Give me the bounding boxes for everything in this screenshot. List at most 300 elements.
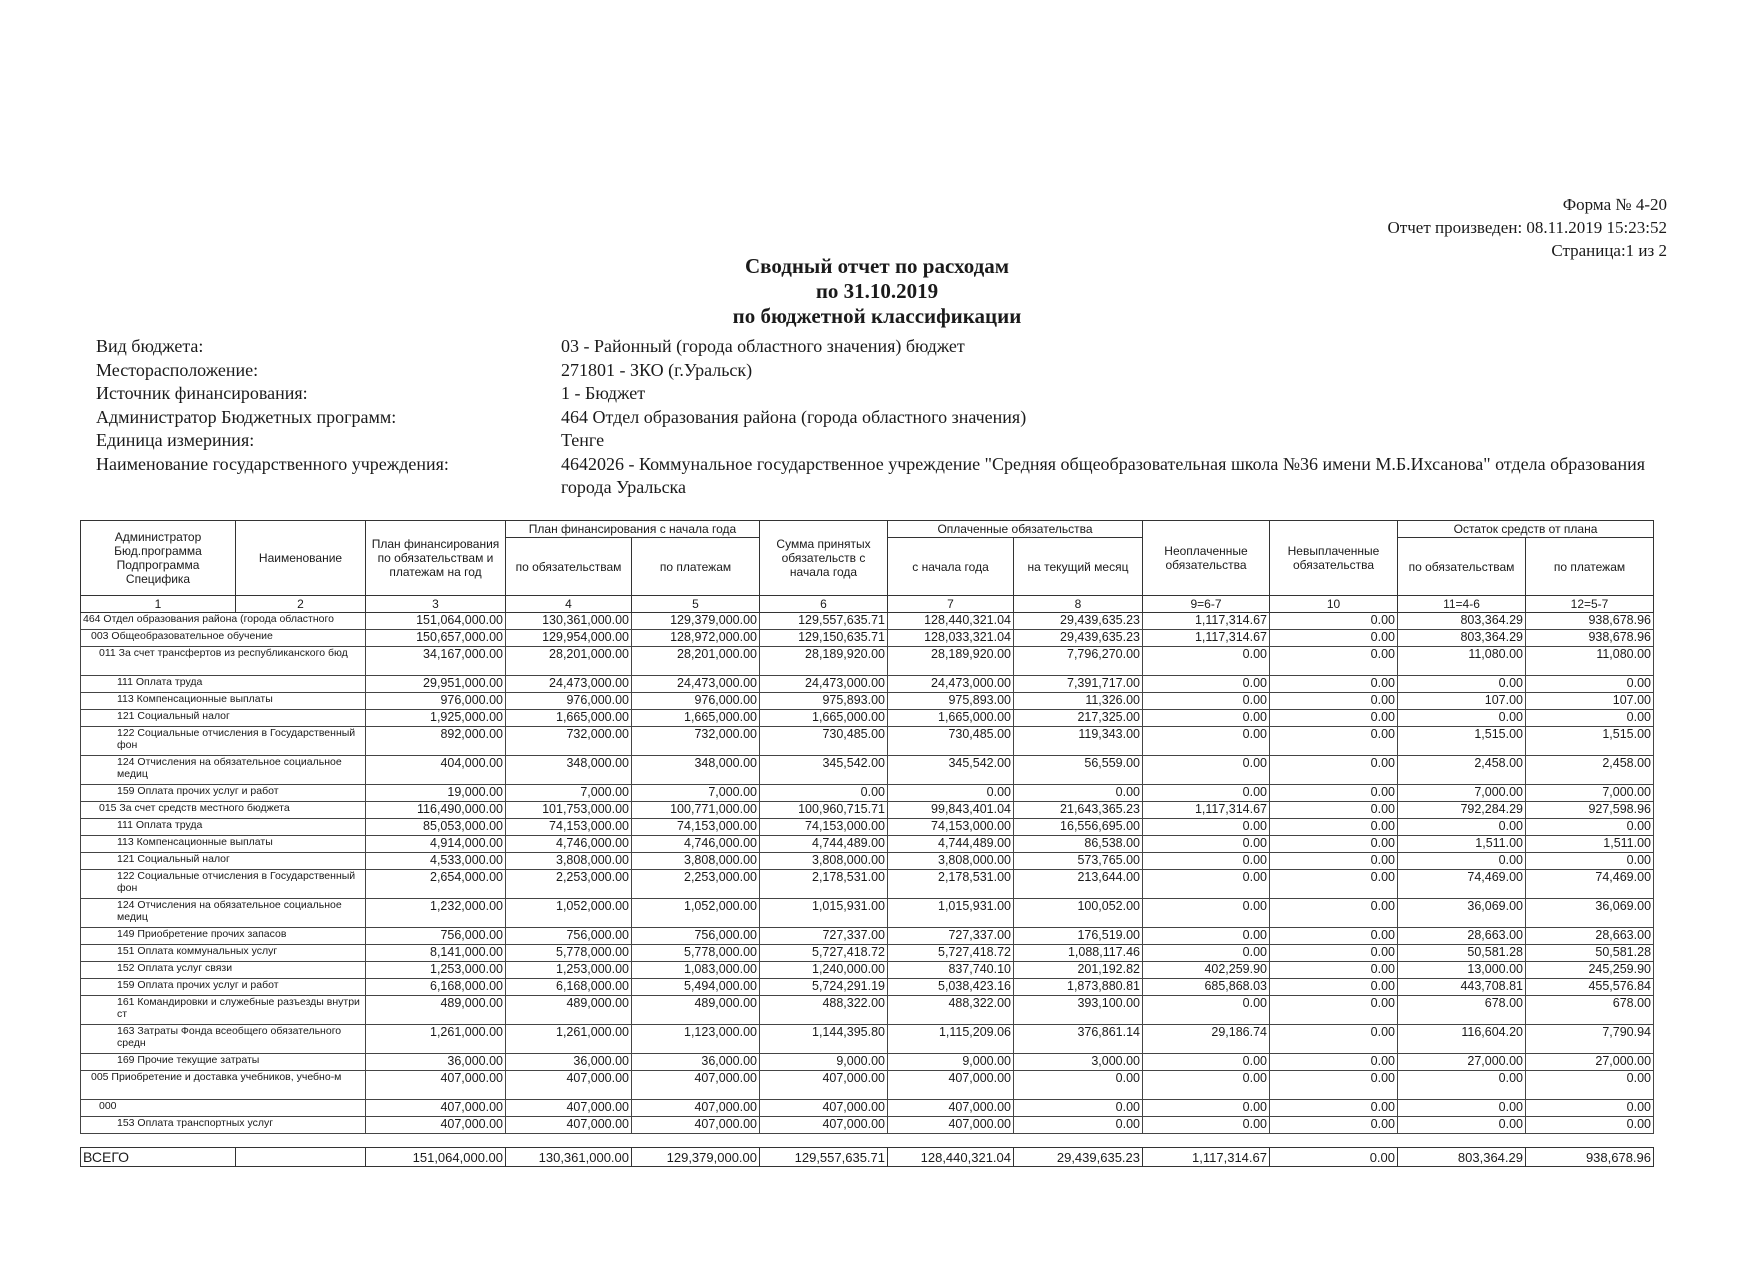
- row-value: 29,186.74: [1143, 1025, 1270, 1054]
- row-value: 11,326.00: [1014, 693, 1143, 710]
- column-number: 7: [888, 596, 1014, 613]
- row-value: 50,581.28: [1398, 945, 1526, 962]
- row-value: 0.00: [1398, 1117, 1526, 1134]
- title-line-1: Сводный отчет по расходам: [744, 254, 1010, 278]
- row-value: 28,189,920.00: [888, 647, 1014, 676]
- row-value: 2,253,000.00: [506, 870, 632, 899]
- row-value: 0.00: [1270, 899, 1398, 928]
- row-value: 0.00: [1526, 1071, 1654, 1100]
- row-value: 0.00: [1014, 1071, 1143, 1100]
- row-value: 7,391,717.00: [1014, 676, 1143, 693]
- row-value: 28,663.00: [1526, 928, 1654, 945]
- total-value: 1,117,314.67: [1143, 1148, 1270, 1167]
- row-value: 1,925,000.00: [366, 710, 506, 727]
- header-name: Наименование: [236, 521, 366, 596]
- row-value: 927,598.96: [1526, 802, 1654, 819]
- title-line-3: по бюджетной классификации: [732, 304, 1022, 328]
- row-value: 443,708.81: [1398, 979, 1526, 996]
- row-value: 345,542.00: [760, 756, 888, 785]
- table-row: [81, 1054, 1654, 1071]
- row-value: 407,000.00: [506, 1117, 632, 1134]
- table-row: [81, 1117, 1654, 1134]
- header-paid-ytd: с начала года: [888, 538, 1014, 596]
- row-value: 0.00: [1270, 676, 1398, 693]
- row-value: 393,100.00: [1014, 996, 1143, 1025]
- table-row: [81, 928, 1654, 945]
- row-name: 124 Отчисления на обязательное социальное медиц: [81, 899, 366, 928]
- meta-label: Источник финансирования:: [96, 383, 308, 403]
- column-number: 1: [81, 596, 236, 613]
- row-value: 27,000.00: [1526, 1054, 1654, 1071]
- row-value: 74,469.00: [1526, 870, 1654, 899]
- row-value: 1,665,000.00: [760, 710, 888, 727]
- row-name: 111 Оплата труда: [81, 676, 366, 693]
- row-value: 407,000.00: [632, 1100, 760, 1117]
- row-value: 151,064,000.00: [366, 613, 506, 630]
- row-value: 756,000.00: [632, 928, 760, 945]
- row-value: 28,201,000.00: [632, 647, 760, 676]
- row-value: 3,808,000.00: [888, 853, 1014, 870]
- row-value: 100,052.00: [1014, 899, 1143, 928]
- row-value: 24,473,000.00: [632, 676, 760, 693]
- row-value: 3,000.00: [1014, 1054, 1143, 1071]
- row-value: 0.00: [1143, 819, 1270, 836]
- row-value: 128,033,321.04: [888, 630, 1014, 647]
- row-value: 0.00: [1270, 928, 1398, 945]
- row-value: 0.00: [1143, 710, 1270, 727]
- row-value: 0.00: [1270, 693, 1398, 710]
- row-value: 489,000.00: [366, 996, 506, 1025]
- row-value: 7,000.00: [1398, 785, 1526, 802]
- row-value: 5,724,291.19: [760, 979, 888, 996]
- row-value: 217,325.00: [1014, 710, 1143, 727]
- row-value: 0.00: [1143, 756, 1270, 785]
- row-value: 837,740.10: [888, 962, 1014, 979]
- generated-at: Отчет произведен: 08.11.2019 15:23:52: [1387, 218, 1667, 237]
- row-value: 1,261,000.00: [366, 1025, 506, 1054]
- column-number: 5: [632, 596, 760, 613]
- row-value: 1,515.00: [1398, 727, 1526, 756]
- row-name: 464 Отдел образования района (города областного: [81, 613, 366, 630]
- header-paid: Оплаченные обязательства: [888, 521, 1143, 538]
- total-row: [81, 1148, 1654, 1167]
- row-value: 2,178,531.00: [888, 870, 1014, 899]
- row-value: 0.00: [1398, 676, 1526, 693]
- row-value: 1,515.00: [1526, 727, 1654, 756]
- row-value: 730,485.00: [760, 727, 888, 756]
- header-unissued: Невыплаченные обязательства: [1270, 521, 1398, 596]
- row-value: 107.00: [1398, 693, 1526, 710]
- row-value: 24,473,000.00: [506, 676, 632, 693]
- row-value: 0.00: [1143, 996, 1270, 1025]
- row-value: 0.00: [1270, 756, 1398, 785]
- row-value: 1,665,000.00: [506, 710, 632, 727]
- column-number: 10: [1270, 596, 1398, 613]
- row-value: 101,753,000.00: [506, 802, 632, 819]
- row-value: 0.00: [1143, 945, 1270, 962]
- row-name: 122 Социальные отчисления в Государственный фон: [81, 870, 366, 899]
- row-value: 0.00: [1143, 853, 1270, 870]
- meta-label: Единица измериния:: [96, 430, 255, 450]
- row-value: 0.00: [1143, 928, 1270, 945]
- row-value: 86,538.00: [1014, 836, 1143, 853]
- row-value: 975,893.00: [888, 693, 1014, 710]
- row-value: 7,000.00: [1526, 785, 1654, 802]
- row-value: 892,000.00: [366, 727, 506, 756]
- row-value: 0.00: [1270, 996, 1398, 1025]
- row-value: 100,960,715.71: [760, 802, 888, 819]
- row-value: 0.00: [1398, 819, 1526, 836]
- header-remainder-payments: по платежам: [1526, 538, 1654, 596]
- header-plan: План финансирования по обязательствам и платежам на год: [366, 521, 506, 596]
- row-value: 24,473,000.00: [888, 676, 1014, 693]
- row-name: 163 Затраты Фонда всеобщего обязательного средн: [81, 1025, 366, 1054]
- row-value: 407,000.00: [760, 1100, 888, 1117]
- row-name: 113 Компенсационные выплаты: [81, 836, 366, 853]
- row-value: 0.00: [1270, 647, 1398, 676]
- row-value: 976,000.00: [506, 693, 632, 710]
- row-value: 407,000.00: [366, 1071, 506, 1100]
- row-value: 756,000.00: [506, 928, 632, 945]
- row-value: 0.00: [1014, 1117, 1143, 1134]
- row-value: 678.00: [1398, 996, 1526, 1025]
- meta-row: [96, 382, 1676, 406]
- table-row: [81, 1071, 1654, 1100]
- row-value: 5,038,423.16: [888, 979, 1014, 996]
- row-value: 407,000.00: [888, 1071, 1014, 1100]
- row-value: 756,000.00: [366, 928, 506, 945]
- row-value: 1,261,000.00: [506, 1025, 632, 1054]
- meta-label: Вид бюджета:: [96, 336, 204, 356]
- row-value: 7,790.94: [1526, 1025, 1654, 1054]
- table-row: [81, 710, 1654, 727]
- row-value: 36,069.00: [1398, 899, 1526, 928]
- row-value: 1,088,117.46: [1014, 945, 1143, 962]
- table-row: [81, 785, 1654, 802]
- row-value: 0.00: [1270, 979, 1398, 996]
- row-value: 976,000.00: [366, 693, 506, 710]
- meta-row: [96, 359, 1676, 383]
- title-line-2: по 31.10.2019: [815, 279, 939, 303]
- total-value: 0.00: [1270, 1148, 1398, 1167]
- row-value: 3,808,000.00: [760, 853, 888, 870]
- column-number: 4: [506, 596, 632, 613]
- row-value: 732,000.00: [506, 727, 632, 756]
- row-value: 732,000.00: [632, 727, 760, 756]
- table-spacer: [81, 1134, 1654, 1148]
- row-value: 1,511.00: [1526, 836, 1654, 853]
- row-value: 407,000.00: [760, 1071, 888, 1100]
- row-value: 1,117,314.67: [1143, 630, 1270, 647]
- row-name: 159 Оплата прочих услуг и работ: [81, 979, 366, 996]
- row-name: 113 Компенсационные выплаты: [81, 693, 366, 710]
- row-value: 938,678.96: [1526, 613, 1654, 630]
- row-value: 3,808,000.00: [506, 853, 632, 870]
- row-value: 348,000.00: [632, 756, 760, 785]
- report-header-info: [1388, 193, 1667, 262]
- header-plan-ytd: План финансирования с начала года: [506, 521, 760, 538]
- row-value: 36,000.00: [366, 1054, 506, 1071]
- row-value: 4,744,489.00: [888, 836, 1014, 853]
- meta-row: [96, 335, 1676, 359]
- row-value: 6,168,000.00: [506, 979, 632, 996]
- meta-label: Месторасположение:: [96, 359, 259, 380]
- row-value: 0.00: [1143, 785, 1270, 802]
- row-value: 0.00: [1143, 693, 1270, 710]
- row-value: 404,000.00: [366, 756, 506, 785]
- row-value: 1,232,000.00: [366, 899, 506, 928]
- row-value: 1,052,000.00: [632, 899, 760, 928]
- row-value: 803,364.29: [1398, 630, 1526, 647]
- row-value: 130,361,000.00: [506, 613, 632, 630]
- row-name: 153 Оплата транспортных услуг: [81, 1117, 366, 1134]
- row-value: 0.00: [1526, 819, 1654, 836]
- row-value: 1,240,000.00: [760, 962, 888, 979]
- total-value: 129,379,000.00: [632, 1148, 760, 1167]
- row-value: 116,490,000.00: [366, 802, 506, 819]
- row-value: 803,364.29: [1398, 613, 1526, 630]
- row-value: 730,485.00: [888, 727, 1014, 756]
- row-value: 2,458.00: [1398, 756, 1526, 785]
- row-value: 0.00: [1270, 1054, 1398, 1071]
- row-value: 407,000.00: [888, 1117, 1014, 1134]
- form-number: Форма № 4-20: [1562, 195, 1667, 214]
- row-value: 4,746,000.00: [632, 836, 760, 853]
- meta-value: Тенге: [561, 430, 605, 450]
- row-value: 0.00: [888, 785, 1014, 802]
- row-value: 128,440,321.04: [888, 613, 1014, 630]
- total-value: 151,064,000.00: [366, 1148, 506, 1167]
- row-value: 1,511.00: [1398, 836, 1526, 853]
- row-value: 107.00: [1526, 693, 1654, 710]
- row-value: 0.00: [1143, 899, 1270, 928]
- row-value: 29,439,635.23: [1014, 630, 1143, 647]
- row-value: 7,796,270.00: [1014, 647, 1143, 676]
- row-value: 4,746,000.00: [506, 836, 632, 853]
- row-value: 1,873,880.81: [1014, 979, 1143, 996]
- row-value: 16,556,695.00: [1014, 819, 1143, 836]
- row-value: 407,000.00: [632, 1071, 760, 1100]
- header-code: Администратор Бюд.программа Подпрограмма Специфика: [81, 521, 236, 596]
- row-value: 128,972,000.00: [632, 630, 760, 647]
- row-name: 121 Социальный налог: [81, 710, 366, 727]
- meta-row: [96, 406, 1676, 430]
- row-value: 1,253,000.00: [366, 962, 506, 979]
- row-value: 11,080.00: [1526, 647, 1654, 676]
- row-value: 7,000.00: [506, 785, 632, 802]
- row-value: 201,192.82: [1014, 962, 1143, 979]
- row-value: 0.00: [1270, 870, 1398, 899]
- row-value: 28,189,920.00: [760, 647, 888, 676]
- row-value: 0.00: [1398, 1071, 1526, 1100]
- row-value: 129,379,000.00: [632, 613, 760, 630]
- row-value: 2,654,000.00: [366, 870, 506, 899]
- report-title: [0, 254, 1754, 329]
- row-value: 129,954,000.00: [506, 630, 632, 647]
- row-value: 4,744,489.00: [760, 836, 888, 853]
- row-value: 213,644.00: [1014, 870, 1143, 899]
- meta-value: 271801 - ЗКО (г.Уральск): [561, 359, 753, 380]
- row-value: 0.00: [1526, 1117, 1654, 1134]
- column-number: 6: [760, 596, 888, 613]
- row-value: 34,167,000.00: [366, 647, 506, 676]
- table-row: [81, 979, 1654, 996]
- row-value: 0.00: [1270, 819, 1398, 836]
- row-value: 8,141,000.00: [366, 945, 506, 962]
- column-number: 8: [1014, 596, 1143, 613]
- row-name: 122 Социальные отчисления в Государственный фон: [81, 727, 366, 756]
- table-row: [81, 819, 1654, 836]
- row-value: 9,000.00: [888, 1054, 1014, 1071]
- row-value: 4,914,000.00: [366, 836, 506, 853]
- column-number: 11=4-6: [1398, 596, 1526, 613]
- row-value: 129,150,635.71: [760, 630, 888, 647]
- row-name: 169 Прочие текущие затраты: [81, 1054, 366, 1071]
- row-value: 11,080.00: [1398, 647, 1526, 676]
- row-name: 161 Командировки и служебные разъезды внутри ст: [81, 996, 366, 1025]
- row-value: 119,343.00: [1014, 727, 1143, 756]
- row-value: 976,000.00: [632, 693, 760, 710]
- row-value: 573,765.00: [1014, 853, 1143, 870]
- meta-label: Наименование государственного учреждения:: [96, 453, 449, 474]
- row-value: 0.00: [1270, 962, 1398, 979]
- row-value: 0.00: [760, 785, 888, 802]
- report-meta: [96, 335, 1676, 500]
- row-value: 678.00: [1526, 996, 1654, 1025]
- row-value: 116,604.20: [1398, 1025, 1526, 1054]
- row-value: 0.00: [1526, 853, 1654, 870]
- table-row: [81, 996, 1654, 1025]
- row-value: 0.00: [1398, 853, 1526, 870]
- row-value: 1,253,000.00: [506, 962, 632, 979]
- row-value: 2,458.00: [1526, 756, 1654, 785]
- row-value: 29,951,000.00: [366, 676, 506, 693]
- row-value: 0.00: [1270, 613, 1398, 630]
- row-value: 0.00: [1143, 676, 1270, 693]
- row-name: 124 Отчисления на обязательное социальное медиц: [81, 756, 366, 785]
- row-value: 3,808,000.00: [632, 853, 760, 870]
- row-value: 488,322.00: [760, 996, 888, 1025]
- row-value: 0.00: [1270, 727, 1398, 756]
- total-label: ВСЕГО: [81, 1148, 236, 1167]
- row-value: 28,663.00: [1398, 928, 1526, 945]
- row-value: 0.00: [1143, 836, 1270, 853]
- row-value: 685,868.03: [1143, 979, 1270, 996]
- row-value: 150,657,000.00: [366, 630, 506, 647]
- row-value: 74,153,000.00: [506, 819, 632, 836]
- row-value: 0.00: [1398, 710, 1526, 727]
- meta-value: 03 - Районный (города областного значения) бюджет: [561, 336, 965, 356]
- row-value: 407,000.00: [506, 1100, 632, 1117]
- row-name: 005 Приобретение и доставка учебников, учебно-м: [81, 1071, 366, 1100]
- total-value: 29,439,635.23: [1014, 1148, 1143, 1167]
- row-value: 0.00: [1143, 870, 1270, 899]
- row-value: 455,576.84: [1526, 979, 1654, 996]
- row-value: 85,053,000.00: [366, 819, 506, 836]
- row-value: 0.00: [1270, 1071, 1398, 1100]
- table-row: [81, 853, 1654, 870]
- row-value: 1,117,314.67: [1143, 802, 1270, 819]
- row-value: 28,201,000.00: [506, 647, 632, 676]
- row-value: 0.00: [1014, 785, 1143, 802]
- row-value: 0.00: [1270, 836, 1398, 853]
- row-value: 36,000.00: [632, 1054, 760, 1071]
- row-value: 489,000.00: [632, 996, 760, 1025]
- row-value: 727,337.00: [760, 928, 888, 945]
- table-row: [81, 962, 1654, 979]
- row-value: 407,000.00: [366, 1117, 506, 1134]
- header-plan-ytd-payments: по платежам: [632, 538, 760, 596]
- header-accepted: Сумма принятых обязательств с начала года: [760, 521, 888, 596]
- row-value: 1,665,000.00: [632, 710, 760, 727]
- page-number: Страница:1 из 2: [1551, 241, 1667, 260]
- row-value: 0.00: [1526, 1100, 1654, 1117]
- row-value: 975,893.00: [760, 693, 888, 710]
- row-value: 19,000.00: [366, 785, 506, 802]
- row-value: 5,778,000.00: [506, 945, 632, 962]
- row-value: 29,439,635.23: [1014, 613, 1143, 630]
- row-name: 149 Приобретение прочих запасов: [81, 928, 366, 945]
- row-value: 176,519.00: [1014, 928, 1143, 945]
- row-name: 111 Оплата труда: [81, 819, 366, 836]
- row-value: 727,337.00: [888, 928, 1014, 945]
- row-value: 0.00: [1143, 647, 1270, 676]
- row-value: 74,153,000.00: [632, 819, 760, 836]
- row-value: 129,557,635.71: [760, 613, 888, 630]
- row-value: 74,469.00: [1398, 870, 1526, 899]
- row-value: 0.00: [1270, 1100, 1398, 1117]
- row-value: 7,000.00: [632, 785, 760, 802]
- row-name: 011 За счет трансфертов из республиканского бюд: [81, 647, 366, 676]
- row-value: 2,178,531.00: [760, 870, 888, 899]
- table-row: [81, 1025, 1654, 1054]
- header-remainder-obligations: по обязательствам: [1398, 538, 1526, 596]
- row-value: 407,000.00: [366, 1100, 506, 1117]
- table-row: [81, 899, 1654, 928]
- row-value: 407,000.00: [760, 1117, 888, 1134]
- header-plan-ytd-obligations: по обязательствам: [506, 538, 632, 596]
- column-number: 2: [236, 596, 366, 613]
- row-value: 0.00: [1270, 1117, 1398, 1134]
- row-value: 0.00: [1398, 1100, 1526, 1117]
- row-value: 0.00: [1143, 1071, 1270, 1100]
- table-row: [81, 613, 1654, 630]
- table-row: [81, 945, 1654, 962]
- row-value: 0.00: [1270, 785, 1398, 802]
- row-value: 345,542.00: [888, 756, 1014, 785]
- total-value: 130,361,000.00: [506, 1148, 632, 1167]
- row-value: 36,000.00: [506, 1054, 632, 1071]
- row-value: 50,581.28: [1526, 945, 1654, 962]
- row-value: 488,322.00: [888, 996, 1014, 1025]
- row-value: 407,000.00: [506, 1071, 632, 1100]
- meta-value: 4642026 - Коммунальное государственное учреждение "Средняя общеобразовательная школа №36 имени М.Б.Ихсанова" отдела образования города Уральска: [561, 453, 1646, 497]
- row-name: 000: [81, 1100, 366, 1117]
- table-row: [81, 756, 1654, 785]
- row-value: 5,727,418.72: [760, 945, 888, 962]
- meta-row: [96, 429, 1676, 453]
- row-value: 1,052,000.00: [506, 899, 632, 928]
- meta-value: 1 - Бюджет: [561, 383, 646, 403]
- row-value: 407,000.00: [888, 1100, 1014, 1117]
- meta-row: [96, 453, 1676, 500]
- row-value: 792,284.29: [1398, 802, 1526, 819]
- row-value: 1,665,000.00: [888, 710, 1014, 727]
- row-value: 36,069.00: [1526, 899, 1654, 928]
- total-value: 129,557,635.71: [760, 1148, 888, 1167]
- meta-label: Администратор Бюджетных программ:: [96, 406, 397, 427]
- row-value: 1,083,000.00: [632, 962, 760, 979]
